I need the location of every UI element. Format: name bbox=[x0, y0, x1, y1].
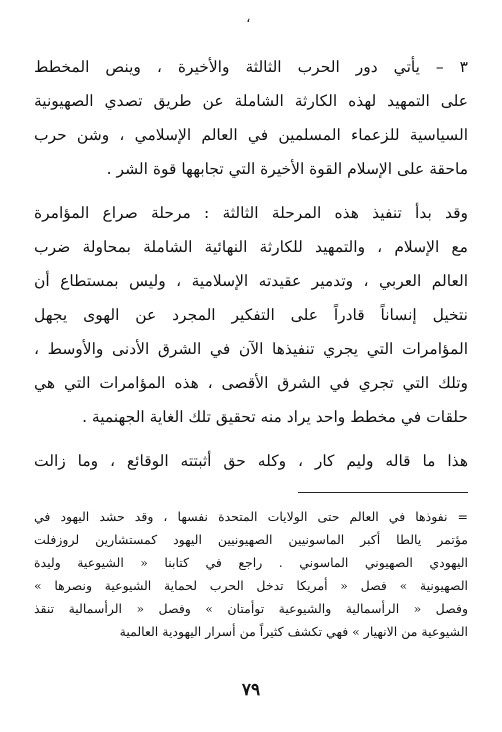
text-line: هذا ما قاله وليم كار ، وكله حق أثبتته الوقائع ، وما زالت bbox=[34, 452, 468, 470]
text-line: العالم العربي ، وتدمير عقيدته الإسلامية ، وليس بمستطاع أن bbox=[34, 272, 468, 290]
footnote-line: = نفوذها في العالم حتى الولايات المتحدة نفسها ، وقد حشد اليهود في bbox=[34, 509, 468, 524]
footnote-line: مؤتمر يالطا أكبر الماسونيين الصهيونيين اليهود كمستشارين لروزفلت bbox=[34, 532, 468, 547]
paragraph bbox=[34, 444, 468, 478]
text-line: ماحقة على الإسلام القوة الأخيرة التي تجابهها قوة الشر . bbox=[106, 160, 468, 178]
paragraph-gap bbox=[34, 434, 468, 444]
footnote-line: الصهيونية » فصل « أمريكا تدخل الحرب لحماية الشيوعية ونصرها » bbox=[34, 578, 468, 593]
footnotes bbox=[34, 505, 468, 643]
page-number: ٧٩ bbox=[241, 680, 261, 700]
top-mark: ، bbox=[246, 10, 251, 26]
text-line: وتلك التي تجري في الشرق الأقصى ، هذه المؤامرات التي هي bbox=[34, 374, 468, 392]
paragraph bbox=[34, 50, 468, 186]
text-line: ٣ – يأتي دور الحرب الثالثة والأخيرة ، وينص المخطط bbox=[34, 58, 468, 76]
text-line: حلقات في مخطط واحد يراد منه تحقيق تلك الغاية الجهنمية . bbox=[82, 408, 468, 426]
main-text bbox=[34, 50, 468, 478]
text-line: على التمهيد لهذه الكارثة الشاملة عن طريق تصدي الصهيونية bbox=[34, 92, 468, 110]
footnote-separator bbox=[298, 492, 468, 493]
text-line: السياسية للزعماء المسلمين في العالم الإسلامي ، وشن حرب bbox=[34, 126, 468, 144]
text-line: مع الإسلام ، والتمهيد للكارثة النهائية الشاملة بمحاولة ضرب bbox=[34, 238, 468, 256]
text-line: المؤامرات التي يجري تنفيذها الآن في الشرق الأدنى والأوسط ، bbox=[34, 340, 468, 358]
paragraph bbox=[34, 196, 468, 434]
paragraph-gap bbox=[34, 186, 468, 196]
footnote-line: اليهودي الصهيوني الماسوني . راجع في كتابنا « الشيوعية وليدة bbox=[34, 555, 468, 570]
text-line: وقد بدأ تنفيذ هذه المرحلة الثالثة : مرحلة صراع المؤامرة bbox=[34, 204, 468, 222]
footnote-line: وفصل « الرأسمالية والشيوعية توأمتان » وفصل « الرأسمالية تنقذ bbox=[34, 601, 468, 616]
footnote-line: الشيوعية من الانهيار » فهي تكشف كثيراً من أسرار اليهودية العالمية bbox=[119, 624, 468, 639]
text-line: نتخيل إنساناً قادراً على التفكير المجرد عن الهوى يجهل bbox=[34, 306, 468, 324]
